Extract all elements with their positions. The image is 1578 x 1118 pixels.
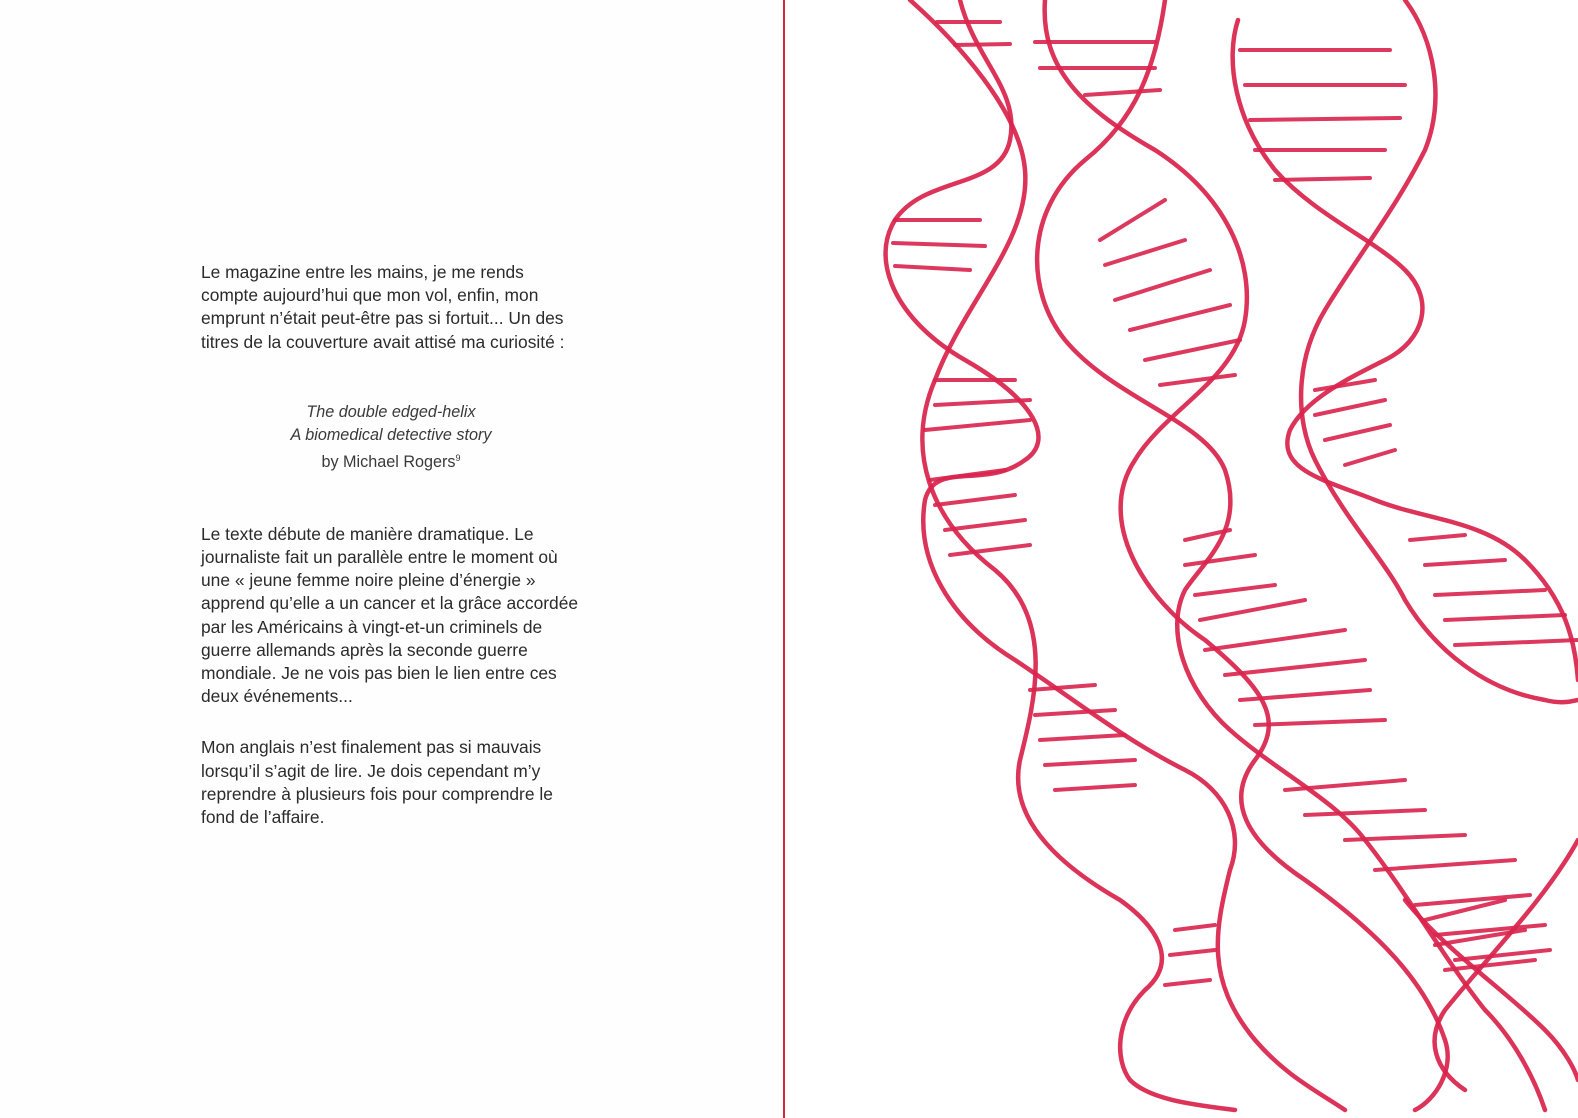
paragraph-3: Mon anglais n’est finalement pas si mauvais lorsqu’il s’agit de lire. Je dois cependant m’y reprendre à plusieurs fois pour comprendre le fond de l’affaire. (201, 737, 553, 828)
helix-c-rungs (1240, 50, 1578, 645)
citation-byline: by Michael Rogers (321, 452, 456, 471)
footnote-mark: 9 (455, 452, 461, 463)
paragraph-1: Le magazine entre les mains, je me rends compte aujourd’hui que mon vol, enfin, mon emprunt n’était peut-être pas si fortuit... Un des titres de la couverture avait attisé ma curiosité : (201, 262, 565, 352)
dna-helix-illustration (785, 0, 1578, 1118)
citation-subtitle: A biomedical detective story (290, 425, 492, 444)
citation-title: The double edged-helix (306, 402, 476, 421)
paragraph-2: Le texte débute de manière dramatique. Le journaliste fait un parallèle entre le moment où une « jeune femme noire pleine d’énergie » apprend qu’elle a un cancer et la grâce accordée par les Américains à vingt-et-un criminels de guerre allemands après la seconde guerre mondiale. Je ne vois pas bien le lien entre ces deux événements... (201, 523, 579, 707)
left-page (0, 0, 784, 1118)
helix-d-strand-2 (1405, 900, 1578, 1080)
citation-byline-line (201, 447, 581, 474)
right-page (785, 0, 1578, 1118)
helix-a-rungs (893, 22, 1215, 985)
helix-b-strand-1 (1037, 0, 1545, 1110)
helix-c-strand-2 (1301, 0, 1578, 702)
body-text (201, 261, 601, 829)
citation-block (201, 401, 581, 474)
